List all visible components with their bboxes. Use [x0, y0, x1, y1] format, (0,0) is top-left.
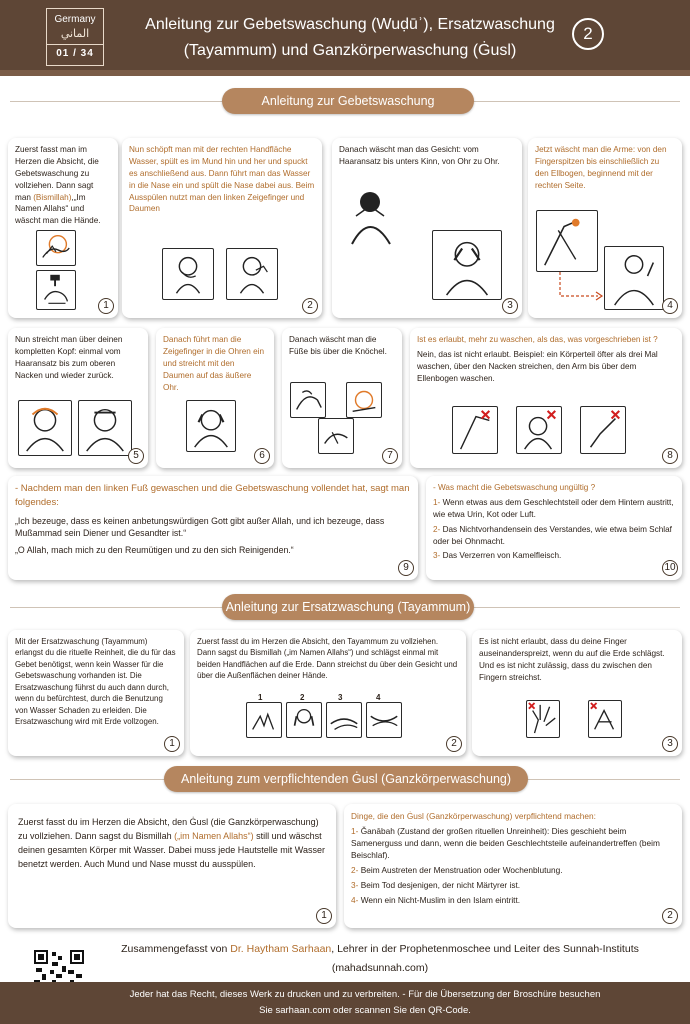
step-text: Es ist nicht erlaubt, dass du deine Finger auseinanderspreizt, wenn du auf die Erde schlägst. Und es ist nicht zulässig, dass du zwischen den Fingern streichst.: [479, 637, 665, 682]
logo-arabic: الماني: [60, 28, 90, 40]
list-item: 1- Ǧanābah (Zustand der großen rituellen Unreinheit): Dies geschieht beim Samenerguss und dann, wenn die beiden Geschlechtsteile aufeinandertreffen (beim Beischlaf).: [351, 826, 660, 861]
page-number-badge: 2: [572, 18, 604, 50]
credit-line: Zusammengefasst von Dr. Haytham Sarhaan, Lehrer in der Prophetenmoschee und Leiter des Sunnah-Instituts: [121, 943, 639, 955]
wiping-ears-icon: [186, 400, 236, 452]
wrong-between-fingers-icon: [588, 700, 622, 738]
footer-bar: [0, 982, 690, 1024]
step-number: 1: [316, 908, 332, 924]
section-heading-wudu: Anleitung zur Gebetswaschung: [222, 88, 474, 114]
step-number: 5: [128, 448, 144, 464]
wrong-spread-fingers-icon: [526, 700, 560, 738]
list-title: Dinge, die den Ġusl (Ganzkörperwaschung) verpflichtend machen:: [351, 811, 596, 821]
step-number: 1: [98, 298, 114, 314]
step-number: 9: [398, 560, 414, 576]
washing-arm-icon: [536, 210, 598, 272]
wiping-head-back-icon: [78, 400, 132, 456]
question-text: - Was macht die Gebetswaschung ungültig ?: [433, 483, 596, 492]
wudu-step-2: [122, 138, 322, 318]
step-number: 4: [662, 298, 678, 314]
tayammum-card-3: [472, 630, 682, 756]
step-label: 1: [258, 693, 263, 702]
hands-with-water-icon: [36, 230, 76, 266]
washing-hands-tap-icon: [36, 270, 76, 310]
wrong-extra-washing-icon: [452, 406, 498, 454]
washing-toes-icon: [318, 418, 354, 454]
rinsing-mouth-icon: [162, 248, 214, 300]
washing-ankle-icon: [346, 382, 382, 418]
wiping-face-tayammum-icon: [286, 702, 322, 738]
covering-face-icon: [432, 230, 502, 300]
step-label: 2: [300, 693, 305, 702]
answer-text: Nein, das ist nicht erlaubt. Beispiel: ein Körperteil öfter als drei Mal waschen, über den Nacken streichen, den Arm bis über dem Ellenbogen waschen.: [417, 349, 658, 383]
logo-country: Germany: [54, 14, 96, 25]
credit-site: (mahadsunnah.com): [331, 962, 429, 974]
rinsing-nose-icon: [226, 248, 278, 300]
wiping-hand-back-icon: [326, 702, 362, 738]
arrow-icon: [556, 272, 606, 304]
washing-face-icon: [342, 186, 402, 248]
wudu-step-9: [8, 476, 418, 580]
section-heading-ghusl: Anleitung zum verpflichtenden Ġusl (Ganzkörperwaschung): [164, 766, 528, 792]
step-label: 3: [338, 693, 343, 702]
header-banner: [0, 0, 690, 76]
palms-on-earth-icon: [246, 702, 282, 738]
wiping-head-front-icon: [18, 400, 72, 456]
list-item: 1- Wenn etwas aus dem Geschlechtsteil oder dem Hintern austritt, wie etwa Urin, Kot oder Luft.: [433, 497, 674, 519]
step-text: Nun streicht man über deinen kompletten Kopf: einmal vom Haaransatz bis zum oberen Nacken und wieder zurück.: [15, 335, 123, 380]
wudu-step-1: [8, 138, 118, 318]
wudu-step-7: [282, 328, 402, 468]
step-text: Zuerst fasst man im Herzen die Absicht, die Gebetswaschung zu vollziehen. Dann sagt man (Bismillah),„Im Namen Allahs“ und wäscht man die Hände.: [15, 145, 101, 226]
list-item: 3- Das Verzerren von Kamelfleisch.: [433, 551, 562, 561]
page-title: Anleitung zur Gebetswaschung (Wuḍūʾ), Ersatzwaschung (Tayammum) und Ganzkörperwaschung (Ġusl): [145, 16, 555, 59]
wrong-neck-wiping-icon: [516, 406, 562, 454]
footer-line-1: Jeder hat das Recht, dieses Werk zu drucken und zu verbreiten. - Für die Übersetzung der Broschüre besuchen: [129, 989, 601, 1000]
washing-foot-icon: [290, 382, 326, 418]
logo-page-code: 01 / 34: [47, 44, 103, 59]
list-item: 2- Das Nichtvorhandensein des Verstandes, wie etwa beim Schlaf oder bei Ohnmacht.: [433, 524, 672, 546]
step-text: Danach wäscht man die Füße bis über die Knöchel.: [289, 335, 387, 356]
list-item: 3- Beim Tod desjenigen, der nicht Märtyrer ist.: [351, 880, 521, 891]
section-heading-tayammum: Anleitung zur Ersatzwaschung (Tayammum): [222, 594, 474, 620]
ghusl-card-2: [344, 804, 682, 928]
step-text: Zuerst fasst du im Herzen die Absicht, den Ġusl (die Ganzkörperwaschung) zu vollziehen. Dann sagst du Bismillah („im Namen Allahs“) still und wäschst deinen gesamten Körper mit Wasser. Dabei muss jede Hautstelle mit Wasser benetzt werden. Auch Mund und Nase musst du ausspülen.: [18, 817, 325, 869]
supplication-1: „Ich bezeuge, dass es keinen anbetungswürdigen Gott gibt außer Allah, und ich bezeuge, dass Mußammad sein Diener und Gesandter ist.“: [15, 515, 385, 539]
step-number: 3: [502, 298, 518, 314]
list-item: 4- Wenn ein Nicht-Muslim in den Islam eintritt.: [351, 895, 521, 906]
wudu-step-10: [426, 476, 682, 580]
step-number: 2: [302, 298, 318, 314]
step-number: 3: [662, 736, 678, 752]
washing-elbow-icon: [604, 246, 664, 310]
wudu-step-5: [8, 328, 148, 468]
step-text: Nun schöpft man mit der rechten Handfläche Wasser, spült es im Mund hin und her und spuckt es anschließend aus. Dann führt man das Wasser in die Nase ein und spült die Nase dabei aus. Beim Ausspülen nutzt man den linken Zeigefinger und Daumen: [129, 145, 315, 214]
wudu-step-4: [528, 138, 682, 318]
list-item: 2- Beim Austreten der Menstruation oder Wochenblutung.: [351, 865, 563, 876]
logo: [46, 8, 104, 66]
tayammum-card-1: [8, 630, 184, 756]
step-number: 2: [662, 908, 678, 924]
step-number: 10: [662, 560, 678, 576]
wrong-arm-washing-icon: [580, 406, 626, 454]
step-text: Danach führt man die Zeigefinger in die Ohren ein und streicht mit den Daumen auf das äußere Ohr.: [163, 335, 265, 392]
ghusl-card-1: [8, 804, 336, 928]
wudu-step-8: [410, 328, 682, 468]
wudu-step-6: [156, 328, 274, 468]
tayammum-card-2: [190, 630, 466, 756]
footer-line-2: Sie sarhaan.com oder scannen Sie den QR-Code.: [259, 1005, 471, 1016]
wudu-step-3: [332, 138, 522, 318]
supplication-2: „O Allah, mach mich zu den Reumütigen und zu den sich Reinigenden.“: [15, 545, 294, 556]
step-number: 6: [254, 448, 270, 464]
step-text: Zuerst fasst du im Herzen die Absicht, den Tayammum zu vollziehen. Dann sagst du Bismillah („im Namen Allahs“) und schlägst einmal mit beiden Handflächen auf die Erde. Dann streichst du über dein Gesicht und über die Außenflächen deiner Hände.: [197, 637, 458, 681]
question-text: Ist es erlaubt, mehr zu waschen, als das, was vorgeschrieben ist ?: [417, 335, 658, 344]
step-number: 2: [446, 736, 462, 752]
wiping-other-hand-icon: [366, 702, 402, 738]
step-number: 1: [164, 736, 180, 752]
step-text: Mit der Ersatzwaschung (Tayammum) erlangst du die rituelle Reinheit, die du für das Gebet benötigst, wenn kein Wasser für die Gebetswaschung vorhanden ist. Die Ersatzwaschung führst du auch dann durch, wenn du befürchtest, durch die Benutzung von Wasser Schaden zu erleiden. Die Ersatzwaschung wird mit Erde vollzogen.: [15, 637, 176, 727]
step-label: 4: [376, 693, 381, 702]
intro-text: - Nachdem man den linken Fuß gewaschen und die Gebetswaschung vollendet hat, sagt man folgendes:: [15, 483, 410, 508]
step-number: 8: [662, 448, 678, 464]
credit: [100, 940, 660, 978]
step-number: 7: [382, 448, 398, 464]
step-text: Jetzt wäscht man die Arme: von den Fingerspitzen bis einschließlich zu den Ellbogen, beginnend mit der rechten Seite.: [535, 145, 667, 190]
step-text: Danach wäscht man das Gesicht: vom Haaransatz bis unters Kinn, von Ohr zu Ohr.: [339, 145, 500, 166]
